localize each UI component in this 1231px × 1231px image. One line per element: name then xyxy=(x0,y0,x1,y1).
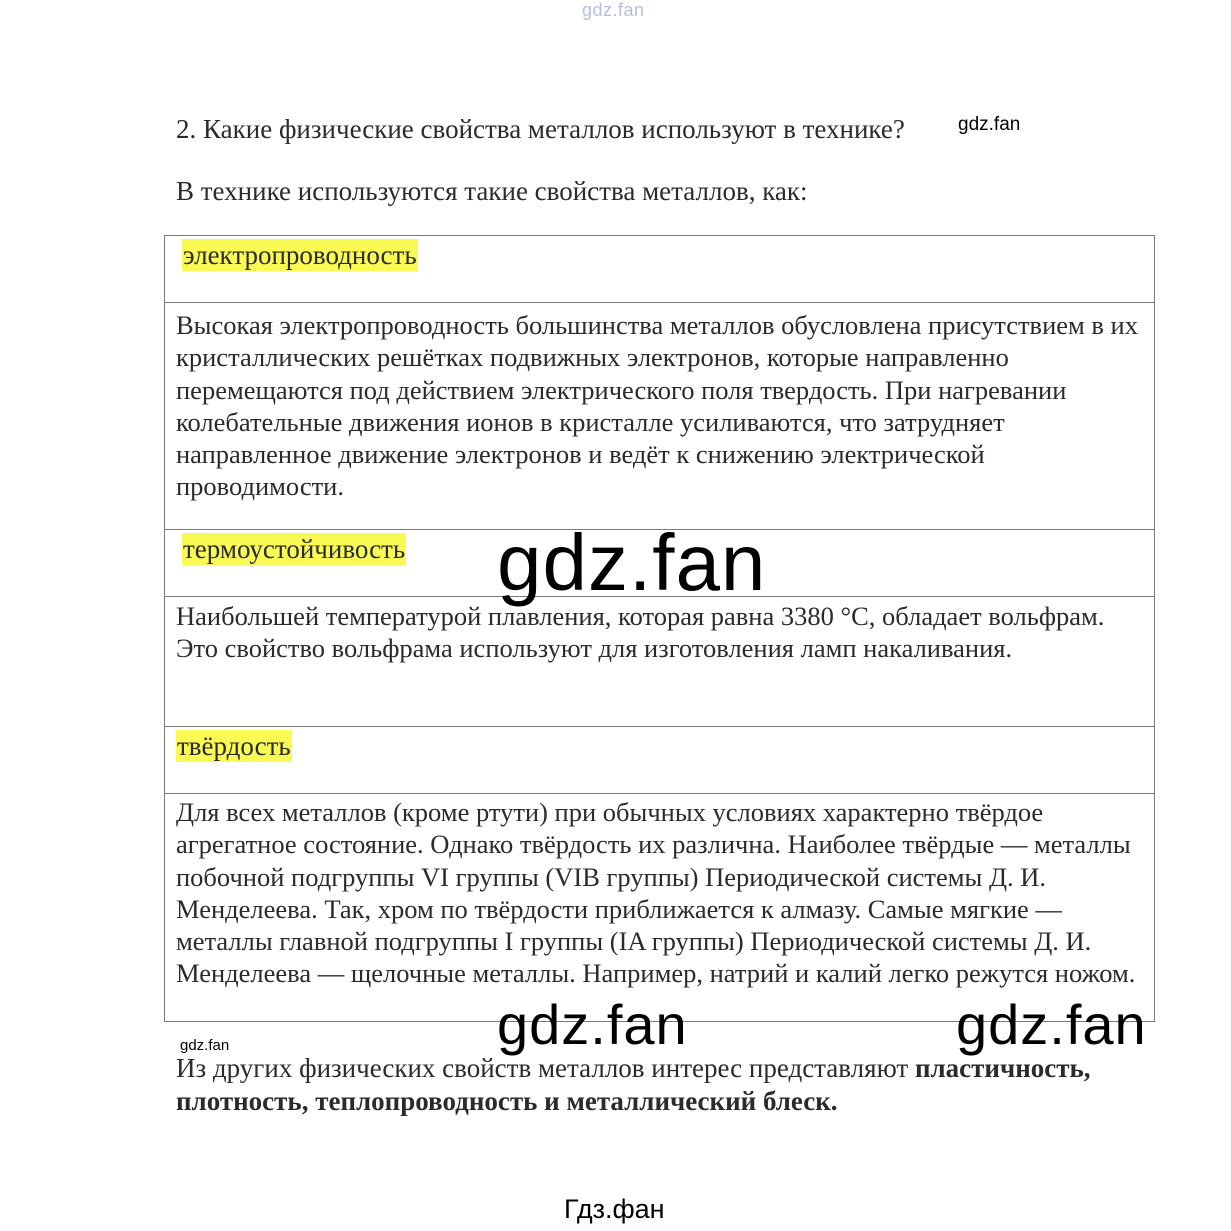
watermark-center: gdz.fan xyxy=(497,518,767,607)
term-label: твёрдость xyxy=(177,731,291,761)
description-cell xyxy=(165,596,1154,726)
description-text: Для всех металлов (кроме ртути) при обычных условиях характерно твёрдое агрегатное состояние. Однако твёрдость их различна. Наиболее твёрдые — металлы побочной подгруппы VI группы (VIB группы) Периодической системы Д. И. Менделеева. Так, хром по твёрдости приближается к алмазу. Самые мягкие — металлы главной подгруппы I группы (IA группы) Периодической системы Д. И. Менделеева — щелочные металлы. Например, натрий и калий легко режутся ножом. xyxy=(176,797,1136,989)
properties-table xyxy=(164,235,1155,1022)
description-text: Наибольшей температурой плавления, которая равна 3380 °C, обладает вольфрам. Это свойство вольфрама используют для изготовления ламп накаливания. xyxy=(176,601,1105,664)
watermark-inline: gdz.fan xyxy=(958,114,1021,135)
conclusion-bold-text: пластичность, плотность, теплопроводность и металлический блеск. xyxy=(176,1053,1091,1116)
description-cell xyxy=(165,793,1154,1023)
intro-text: В технике используются такие свойства металлов, как: xyxy=(176,176,808,206)
conclusion-text: Из других физических свойств металлов интерес представляют xyxy=(176,1053,915,1083)
footer-watermark: Гдз.фан xyxy=(564,1194,665,1224)
description-cell xyxy=(165,302,1154,529)
watermark-small: gdz.fan xyxy=(180,1037,230,1054)
watermark-top: gdz.fan xyxy=(582,0,645,20)
question-heading: 2. Какие физические свойства металлов используют в технике? xyxy=(176,114,905,144)
conclusion-paragraph xyxy=(176,1052,1136,1118)
term-cell xyxy=(165,236,1154,302)
term-cell xyxy=(165,726,1154,793)
description-text: Высокая электропроводность большинства металлов обусловлена присутствием в их кристаллических решётках подвижных электронов, которые направленно перемещаются под действием электрического поля твердость. При нагревании колебательные движения ионов в кристалле усиливаются, что затрудняет направленное движение электронов и ведёт к снижению электрической проводимости. xyxy=(176,310,1138,502)
term-label: термоустойчивость xyxy=(183,534,406,564)
watermark-bottom-left: gdz.fan xyxy=(497,993,688,1056)
watermark-bottom-right: gdz.fan xyxy=(956,993,1147,1056)
term-label: электропроводность xyxy=(183,240,417,270)
